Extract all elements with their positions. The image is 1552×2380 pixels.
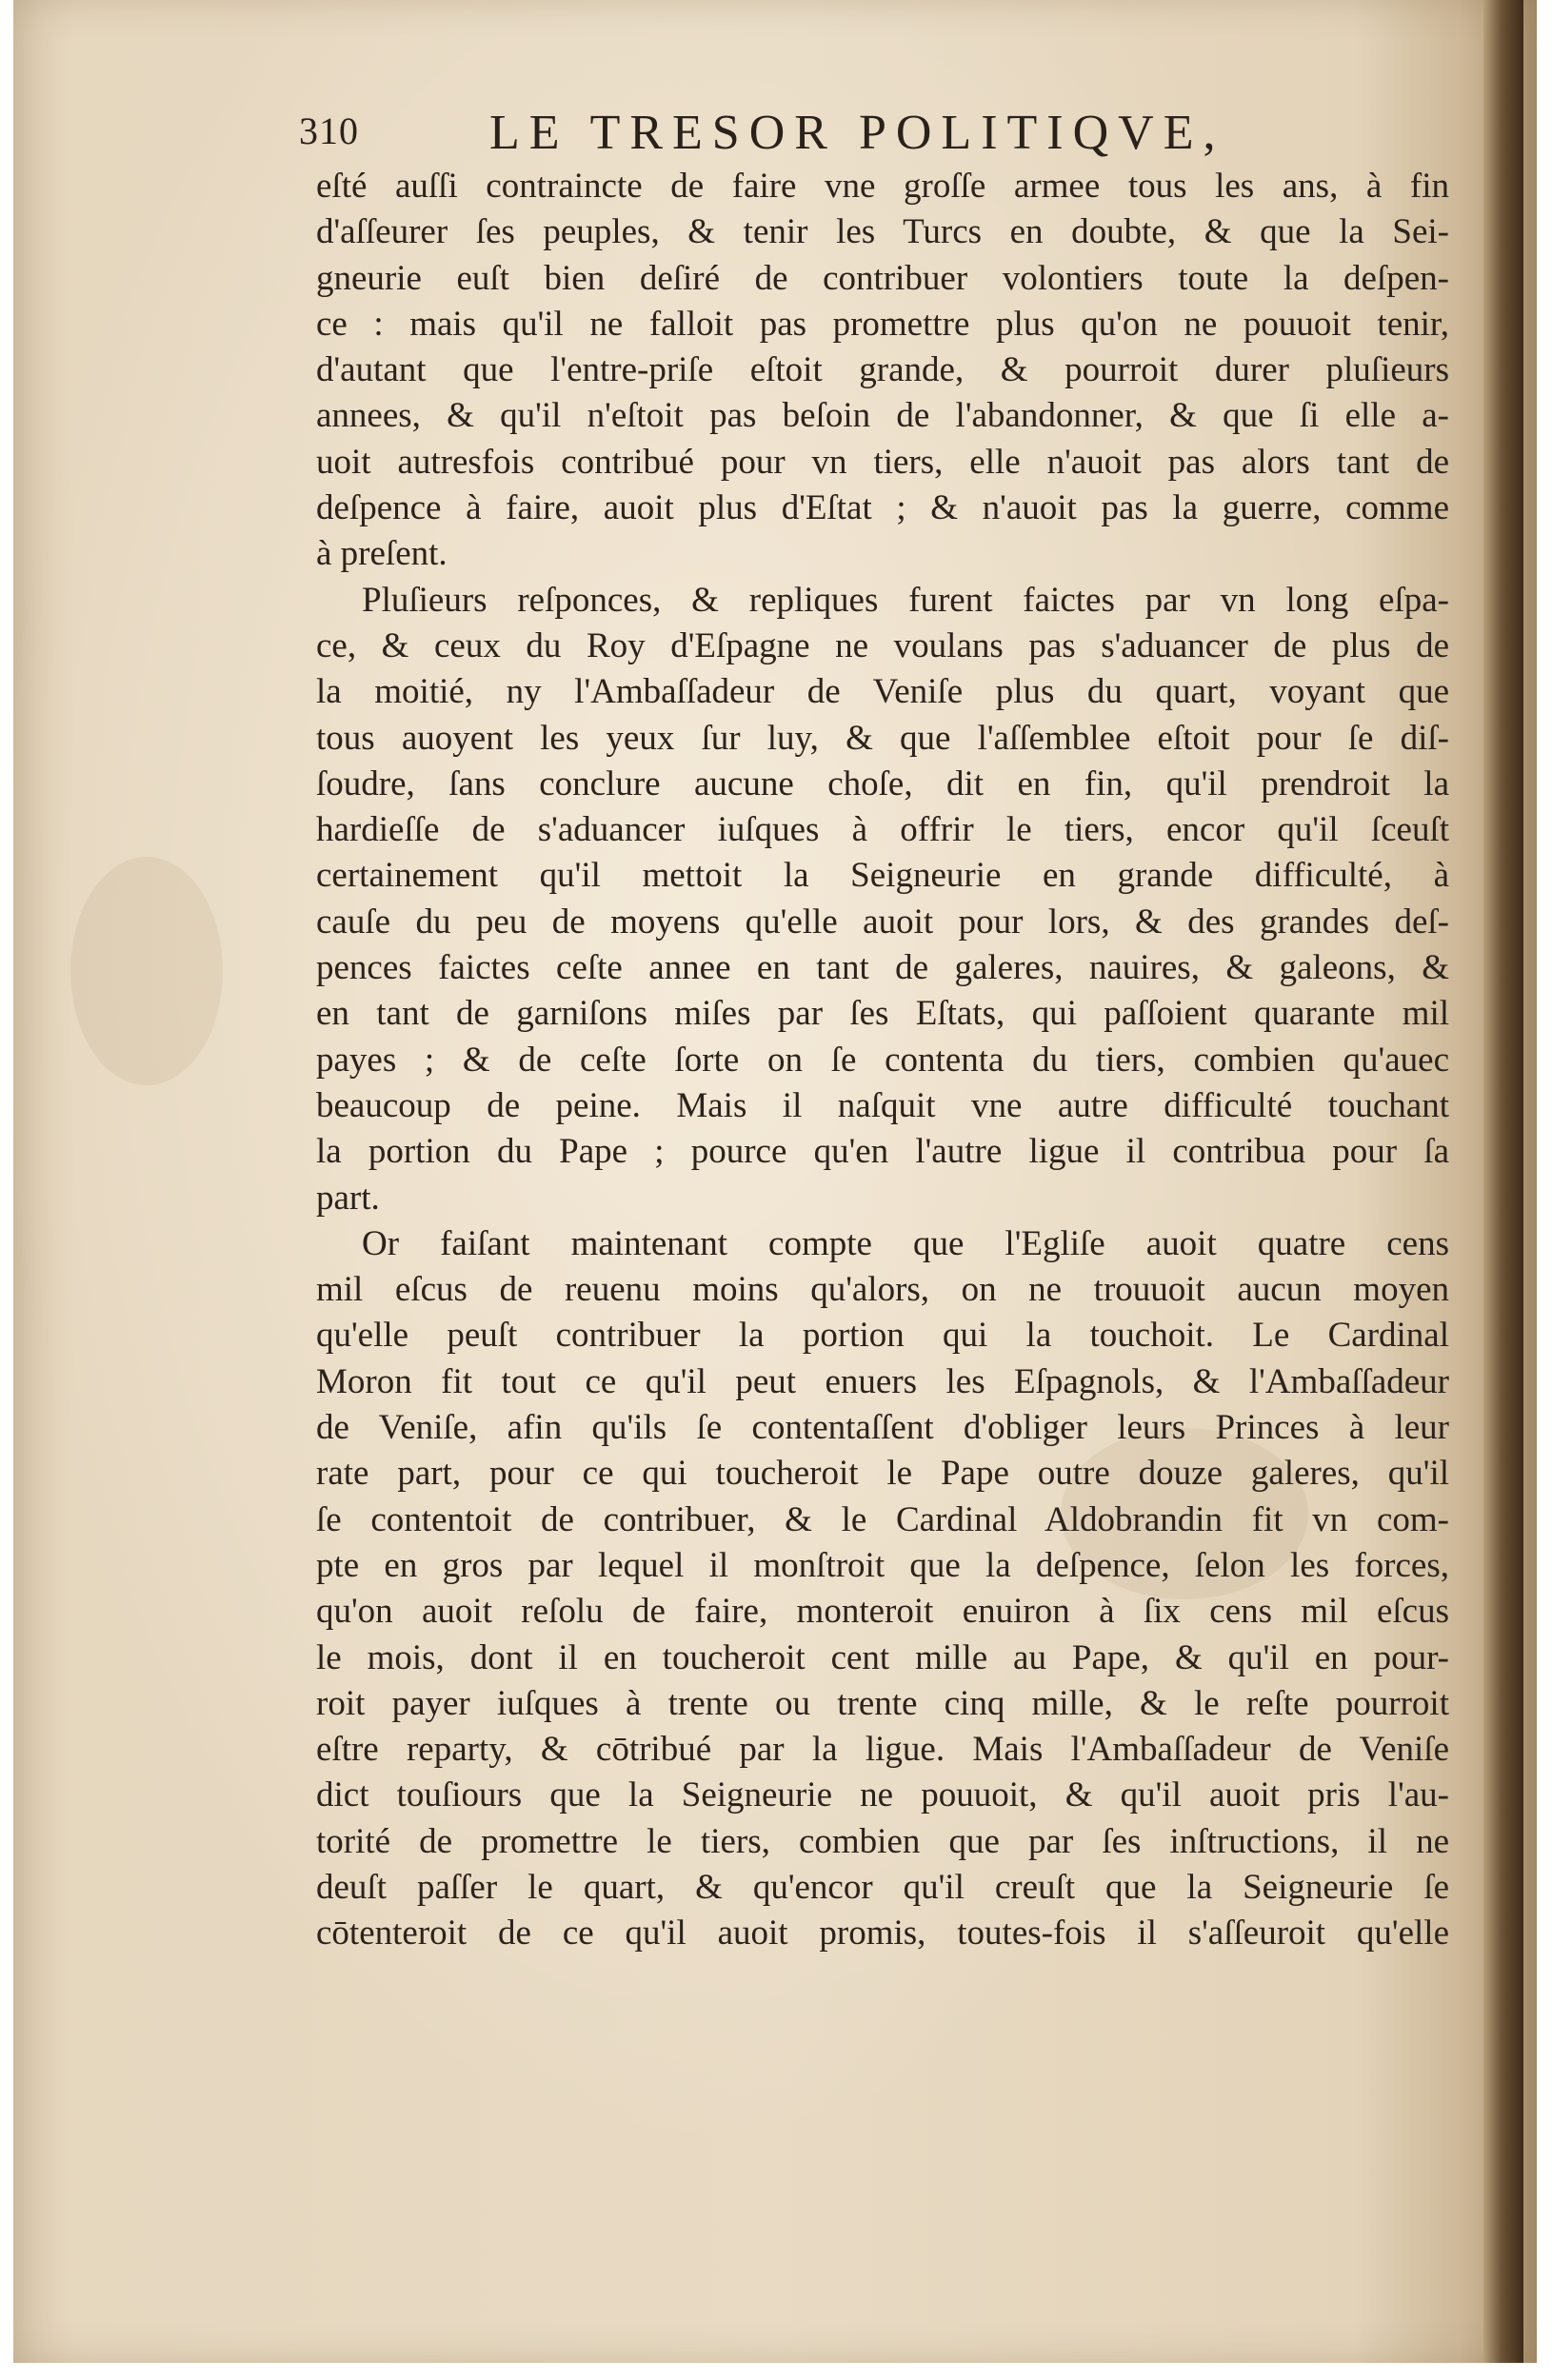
text-line: eſtre reparty, & cōtribué par la ligue. Mais l'Ambaſſadeur de Veniſe: [316, 1730, 1449, 1770]
text-line: part.: [316, 1178, 380, 1218]
text-line: d'autant que l'entre-priſe eſtoit grande, & pourroit durer pluſieurs: [316, 350, 1449, 390]
text-line: payes ; & de ceſte ſorte on ſe contenta du tiers, combien qu'auec: [316, 1040, 1449, 1080]
text-line: cōtenteroit de ce qu'il auoit promis, toutes-fois il s'aſſeuroit qu'elle: [316, 1914, 1449, 1954]
text-line: pte en gros par lequel il monſtroit que la deſpence, ſelon les forces,: [316, 1545, 1449, 1585]
text-line: la portion du Pape ; pource qu'en l'autre ligue il contribua pour ſa: [316, 1132, 1449, 1172]
text-line: deſpence à faire, auoit plus d'Eſtat ; & n'auoit pas la guerre, comme: [316, 488, 1449, 528]
text-line: tous auoyent les yeux ſur luy, & que l'aſſemblee eſtoit pour ſe diſ-: [316, 718, 1449, 758]
text-line: hardieſſe de s'aduancer iuſques à offrir le tiers, encor qu'il ſceuſt: [316, 810, 1449, 850]
text-line: certainement qu'il mettoit la Seigneurie en grande difficulté, à: [316, 856, 1449, 896]
book-gutter: [1483, 0, 1523, 2363]
text-line: qu'on auoit reſolu de faire, monteroit enuiron à ſix cens mil eſcus: [316, 1592, 1449, 1632]
running-title: LE TRESOR POLITIQVE,: [489, 106, 1225, 160]
text-line: rate part, pour ce qui toucheroit le Pape outre douze galeres, qu'il: [316, 1454, 1449, 1494]
text-line: la moitié, ny l'Ambaſſadeur de Veniſe plus du quart, voyant que: [316, 672, 1449, 712]
text-line: deuſt paſſer le quart, & qu'encor qu'il creuſt que la Seigneurie ſe: [316, 1867, 1449, 1907]
text-line: annees, & qu'il n'eſtoit pas beſoin de l'abandonner, & que ſi elle a-: [316, 396, 1449, 436]
text-line: de Veniſe, afin qu'ils ſe contentaſſent d'obliger leurs Princes à leur: [316, 1408, 1449, 1448]
text-line: ce, & ceux du Roy d'Eſpagne ne voulans pas s'aduancer de plus de: [316, 625, 1449, 665]
text-line: Moron fit tout ce qu'il peut enuers les Eſpagnols, & l'Ambaſſadeur: [316, 1361, 1449, 1401]
text-line: pences faictes ceſte annee en tant de galeres, nauires, & galeons, &: [316, 948, 1449, 988]
text-line: eſté auſſi contraincte de faire vne groſſe armee tous les ans, à fin: [316, 167, 1449, 206]
book-page: [13, 0, 1537, 2363]
page-number: 310: [299, 109, 359, 152]
text-line: le mois, dont il en toucheroit cent mille au Pape, & qu'il en pour-: [316, 1637, 1449, 1677]
text-line: beaucoup de peine. Mais il naſquit vne autre difficulté touchant: [316, 1085, 1449, 1125]
page-header: [299, 105, 1327, 162]
paper-stain: [70, 857, 223, 1085]
text-line: torité de promettre le tiers, combien que par ſes inſtructions, il ne: [316, 1821, 1449, 1861]
text-line: ſe contentoit de contribuer, & le Cardinal Aldobrandin fit vn com-: [316, 1499, 1449, 1539]
text-line: Pluſieurs reſponces, & repliques furent faictes par vn long eſpa-: [362, 580, 1449, 620]
text-line: gneurie euſt bien deſiré de contribuer volontiers toute la deſpen-: [316, 258, 1449, 298]
text-line: ſoudre, ſans conclure aucune choſe, dit en fin, qu'il prendroit la: [316, 764, 1449, 803]
text-line: Or faiſant maintenant compte que l'Egliſe auoit quatre cens: [362, 1223, 1449, 1263]
text-line: en tant de garniſons miſes par ſes Eſtats, qui paſſoient quarante mil: [316, 994, 1449, 1034]
text-line: roit payer iuſques à trente ou trente cinq mille, & le reſte pourroit: [316, 1683, 1449, 1723]
text-line: cauſe du peu de moyens qu'elle auoit pour lors, & des grandes deſ-: [316, 902, 1449, 942]
text-line: qu'elle peuſt contribuer la portion qui la touchoit. Le Cardinal: [316, 1316, 1449, 1356]
text-line: uoit autresfois contribué pour vn tiers, elle n'auoit pas alors tant de: [316, 442, 1449, 482]
text-line: dict touſiours que la Seigneurie ne pouuoit, & qu'il auoit pris l'au-: [316, 1775, 1449, 1815]
text-line: d'aſſeurer ſes peuples, & tenir les Turcs en doubte, & que la Sei-: [316, 212, 1449, 252]
text-line: à preſent.: [316, 534, 448, 574]
body-text: [316, 164, 1449, 1957]
text-line: ce : mais qu'il ne falloit pas promettre plus qu'on ne pouuoit tenir,: [316, 304, 1449, 344]
text-line: mil eſcus de reuenu moins qu'alors, on ne trouuoit aucun moyen: [316, 1270, 1449, 1310]
